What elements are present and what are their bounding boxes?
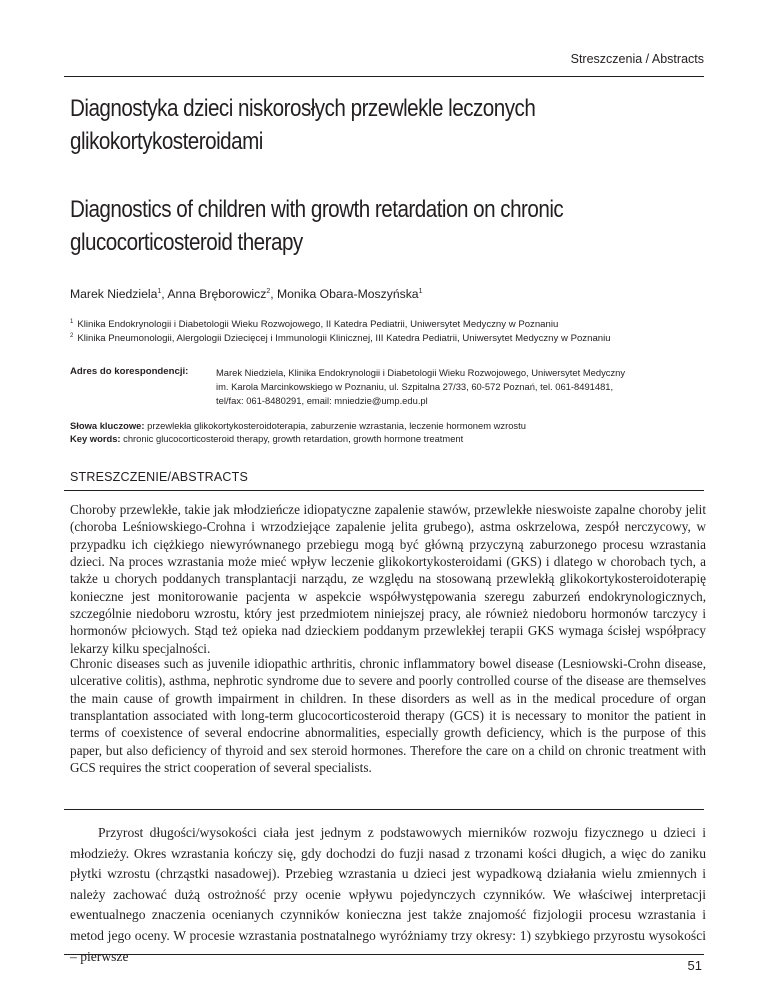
running-head: Streszczenia / Abstracts: [570, 52, 704, 66]
keywords-pl-text: przewlekła glikokortykosteroidoterapia, zaburzenie wzrastania, leczenie hormonem wzrostu: [144, 420, 526, 431]
author-affiliation-mark: 2: [266, 287, 271, 295]
english-title-line-2: glucocorticosteroid therapy: [70, 229, 303, 256]
header-rule: [64, 76, 704, 77]
page-number: 51: [687, 958, 702, 973]
author-separator: ,: [161, 287, 168, 301]
author-name: Anna Bręborowicz: [167, 287, 267, 301]
section-heading: STRESZCZENIE/ABSTRACTS: [70, 470, 249, 484]
keywords-en-label: Key words:: [70, 433, 121, 444]
correspondence-line: im. Karola Marcinkowskiego w Poznaniu, ul. Szpitalna 27/33, 60-572 Poznań, tel. 061-8491481,: [216, 381, 614, 392]
english-title-line-1: Diagnostics of children with growth retardation on chronic: [70, 196, 564, 223]
body-paragraph: Przyrost długości/wysokości ciała jest jednym z podstawowych mierników rozwoju fizycznego u dzieci i młodzieży. Okres wzrastania kończy się, gdy dochodzi do fuzji nasad z trzonami kości długich, a więc do zaniku płytki wzrostu (chrząstki nasadowej). Przebieg wzrastania u dzieci jest wypadkową działania wielu zmiennych i należy zachować dużą ostrożność przy ocenie wpływu pojedynczych czynników. We właściwej interpretacji ewentualnego znaczenia ocenianych czynników konieczna jest także znajomość fizjologii procesu wzrastania i metod jego oceny. W procesie wzrastania postnatalnego wyróżniamy trzy okresy: 1) szybkiego przyrostu wysokości – pierwsze: [70, 825, 706, 964]
affiliation-text: Klinika Pneumonologii, Alergologii Dziecięcej i Immunologii Klinicznej, III Katedra Pediatrii, Uniwersytet Medyczny w Poznaniu: [77, 333, 611, 344]
affiliation-text: Klinika Endokrynologii i Diabetologii Wieku Rozwojowego, II Katedra Pediatrii, Uniwersytet Medyczny w Poznaniu: [77, 319, 559, 330]
author-affiliation-mark: 1: [418, 287, 423, 295]
polish-title-line-1: Diagnostyka dzieci niskorosłych przewlekle leczonych: [70, 95, 536, 122]
author-separator: ,: [270, 287, 277, 301]
correspondence-label: Adres do korespondencji:: [70, 366, 189, 377]
author-name: Monika Obara-Moszyńska: [277, 287, 419, 301]
author-list: [70, 287, 422, 301]
affiliation-2: [70, 333, 710, 344]
abstract-english: Chronic diseases such as juvenile idiopathic arthritis, chronic inflammatory bowel disease (Lesniowski-Crohn disease, ulcerative colitis), asthma, nephrotic syndrome due to severe and poorly controlled course of the disease are themselves the main cause of growth impairment in children. In these disorders as well as in the medical procedure of organ transplantation associated with long-term glucocorticosteroid therapy (GCS) it is necessary to monitor the patient in terms of coexistence of several endocrine abnormalities, especially growth deficiency, which is the purpose of this paper, but also deficiency of thyroid and sex steroid hormones. Therefore the care on a child on chronic treatment with GCS requires the strict cooperation of several specialists.: [70, 656, 706, 776]
section-rule: [64, 490, 704, 491]
author-affiliation-mark: 1: [157, 287, 162, 295]
correspondence-line: Marek Niedziela, Klinika Endokrynologii i Diabetologii Wieku Rozwojowego, Uniwersytet Medyczny: [216, 367, 626, 378]
footer-rule: [64, 954, 704, 955]
affiliation-1: [70, 319, 710, 330]
affiliation-number: 1: [70, 318, 74, 325]
author-name: Marek Niedziela: [70, 287, 158, 301]
abstract-end-rule: [64, 809, 704, 810]
keywords-en-text: chronic glucocorticosteroid therapy, growth retardation, growth hormone treatment: [120, 433, 464, 444]
keywords-pl-label: Słowa kluczowe:: [70, 420, 145, 431]
english-title: [70, 193, 620, 259]
abstract-polish: Choroby przewlekłe, takie jak młodzieńcze idiopatyczne zapalenie stawów, przewlekłe nieswoiste zapalne choroby jelit (choroba Leśniowskiego-Crohna i wrzodziejące zapalenie jelita grubego), astma oskrzelowa, zespół nerczycowy, w przypadku ich ciężkiego niewyrównanego przebiegu mogą być główną przyczyną zaburzonego procesu wzrastania dzieci. Na proces wzrastania może mieć wpływ leczenie glikokortykosteroidami (GKS) i dlatego w chorobach tych, a także u chorych poddanych transplantacji narządu, ze względu na stosowaną przewlekłą glikokortykosteroidoterapię konieczne jest monitorowanie pacjenta w aspekcie współwystępowania szeregu zaburzeń endokrynologicznych, szczególnie niedoboru wzrostu, który jest przedmiotem niniejszej pracy, ale również niedoboru hormonów tarczycy i hormonów płciowych. Stąd też opieka nad dzieckiem poddanym przewlekłej terapii GKS wymaga ścisłej współpracy lekarzy kilku specjalności.: [70, 502, 706, 656]
affiliation-number: 2: [70, 332, 74, 339]
polish-title-line-2: glikokortykosteroidami: [70, 128, 263, 155]
correspondence-address: [216, 366, 656, 408]
correspondence-line: tel/fax: 061-8480291, email: mniedzie@ump.edu.pl: [216, 395, 428, 406]
keywords-block: [70, 419, 710, 445]
polish-title: [70, 92, 620, 158]
